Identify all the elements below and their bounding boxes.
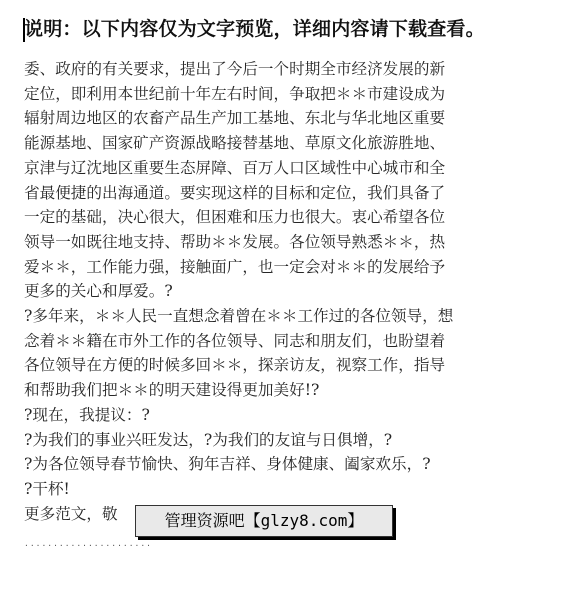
document-line: 念着＊＊籍在市外工作的各位领导、同志和朋友们，也盼望着 xyxy=(24,331,446,350)
document-line: 各位领导在方便的时候多回＊＊，探亲访友，视察工作，指导 xyxy=(24,356,446,375)
document-line: 领导一如既往地支持、帮助＊＊发展。各位领导熟悉＊＊，热 xyxy=(24,232,446,251)
document-line: 京津与辽沈地区重要生态屏障、百万人口区域性中心城市和全 xyxy=(24,158,446,177)
document-line: 更多范文，敬 xyxy=(24,504,118,523)
site-banner[interactable]: 管理资源吧【glzy8.com】 xyxy=(135,505,393,537)
document-line: ?为各位领导春节愉快、狗年吉祥、身体健康、阖家欢乐，? xyxy=(24,455,431,474)
document-line: ?现在，我提议：? xyxy=(24,405,150,424)
document-line: 能源基地、国家矿产资源战略接替基地、草原文化旅游胜地、 xyxy=(24,134,446,153)
document-line: 更多的关心和厚爱。? xyxy=(24,282,173,301)
document-line: ?为我们的事业兴旺发达，?为我们的友谊与日俱增，? xyxy=(24,430,393,449)
document-line: ?干杯! xyxy=(24,479,70,498)
dotted-leader: ...................... xyxy=(24,539,152,548)
document-line: 爱＊＊，工作能力强，接触面广，也一定会对＊＊的发展给予 xyxy=(24,257,446,276)
document-line: 和帮助我们把＊＊的明天建设得更加美好!? xyxy=(24,381,320,400)
preview-notice: 说明：以下内容仅为文字预览，详细内容请下载查看。 xyxy=(24,18,485,40)
document-body xyxy=(24,57,554,526)
document-line: ?多年来，＊＊人民一直想念着曾在＊＊工作过的各位领导，想 xyxy=(24,307,454,326)
document-line: 一定的基础，决心很大，但困难和压力也很大。衷心希望各位 xyxy=(24,208,446,227)
document-line: 省最便捷的出海通道。要实现这样的目标和定位，我们具备了 xyxy=(24,183,446,202)
document-line: 辐射周边地区的农畜产品生产加工基地、东北与华北地区重要 xyxy=(24,109,446,128)
document-line: 委、政府的有关要求，提出了今后一个时期全市经济发展的新 xyxy=(24,60,446,78)
document-line: 定位，即利用本世纪前十年左右时间，争取把＊＊市建设成为 xyxy=(24,84,446,103)
